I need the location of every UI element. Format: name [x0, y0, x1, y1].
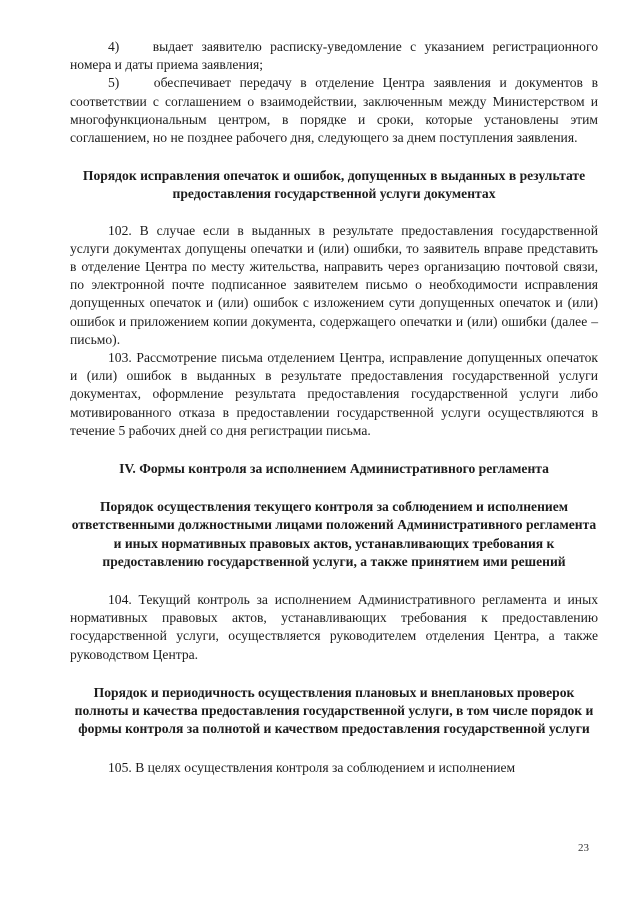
section-heading-current-control: Порядок осуществления текущего контроля за соблюдением и исполнением ответственными должностными лицами положений Административного регламента и иных нормативных правовых актов, устанавливающих требования к предоставлению государственной услуги, а также принятием ими решений — [71, 499, 597, 569]
document-page — [70, 38, 598, 777]
paragraph-item-5: 5) обеспечивает передачу в отделение Центра заявления и документов в соответствии с соглашением о взаимодействии, заключенным между Министерством и многофункциональным центром, в порядке и сроки, которые установлены этим соглашением, но не позднее рабочего дня, следующего за днем поступления заявления. — [70, 75, 598, 146]
paragraph-104: 104. Текущий контроль за исполнением Административного регламента и иных нормативных правовых актов, устанавливающих требования к предоставлению государственной услуги, осуществляется руководителем отделения Центра, а также руководством Центра. — [70, 592, 598, 662]
paragraph-103: 103. Рассмотрение письма отделением Центра, исправление допущенных опечаток и (или) ошибок в выданных в результате предоставления государственной услуги документах, оформление результата предоставления государственной услуги либо мотивированного отказа в предоставлении государственной услуги осуществляются в течение 5 рабочих дней со дня регистрации письма. — [70, 350, 598, 438]
paragraph-item-4: 4) выдает заявителю расписку-уведомление с указанием регистрационного номера и даты приема заявления; — [70, 39, 598, 73]
section-heading-inspections: Порядок и периодичность осуществления плановых и внеплановых проверок полноты и качества предоставления государственной услуги, в том числе порядок и формы контроля за полнотой и качеством предоставления государственной услуги — [74, 684, 594, 737]
page-number: 23 — [578, 842, 589, 854]
section-heading-corrections: Порядок исправления опечаток и ошибок, допущенных в выданных в результате предоставления государственной услуги документах — [82, 168, 586, 202]
paragraph-105: 105. В целях осуществления контроля за соблюдением и исполнением — [108, 759, 516, 775]
section-heading-iv: IV. Формы контроля за исполнением Административного регламента — [119, 461, 549, 477]
paragraph-102: 102. В случае если в выданных в результате предоставления государственной услуги документах допущены опечатки и (или) ошибки, то заявитель вправе представить в отделение Центра по месту жительства, направить через организацию почтовой связи, по электронной почте подписанное заявителем письмо о необходимости исправления допущенных опечаток и (или) ошибок с изложением сути допущенных опечаток и (или) ошибок и приложением копии документа, содержащего опечатки и (или) ошибки (далее – письмо). — [70, 222, 598, 347]
